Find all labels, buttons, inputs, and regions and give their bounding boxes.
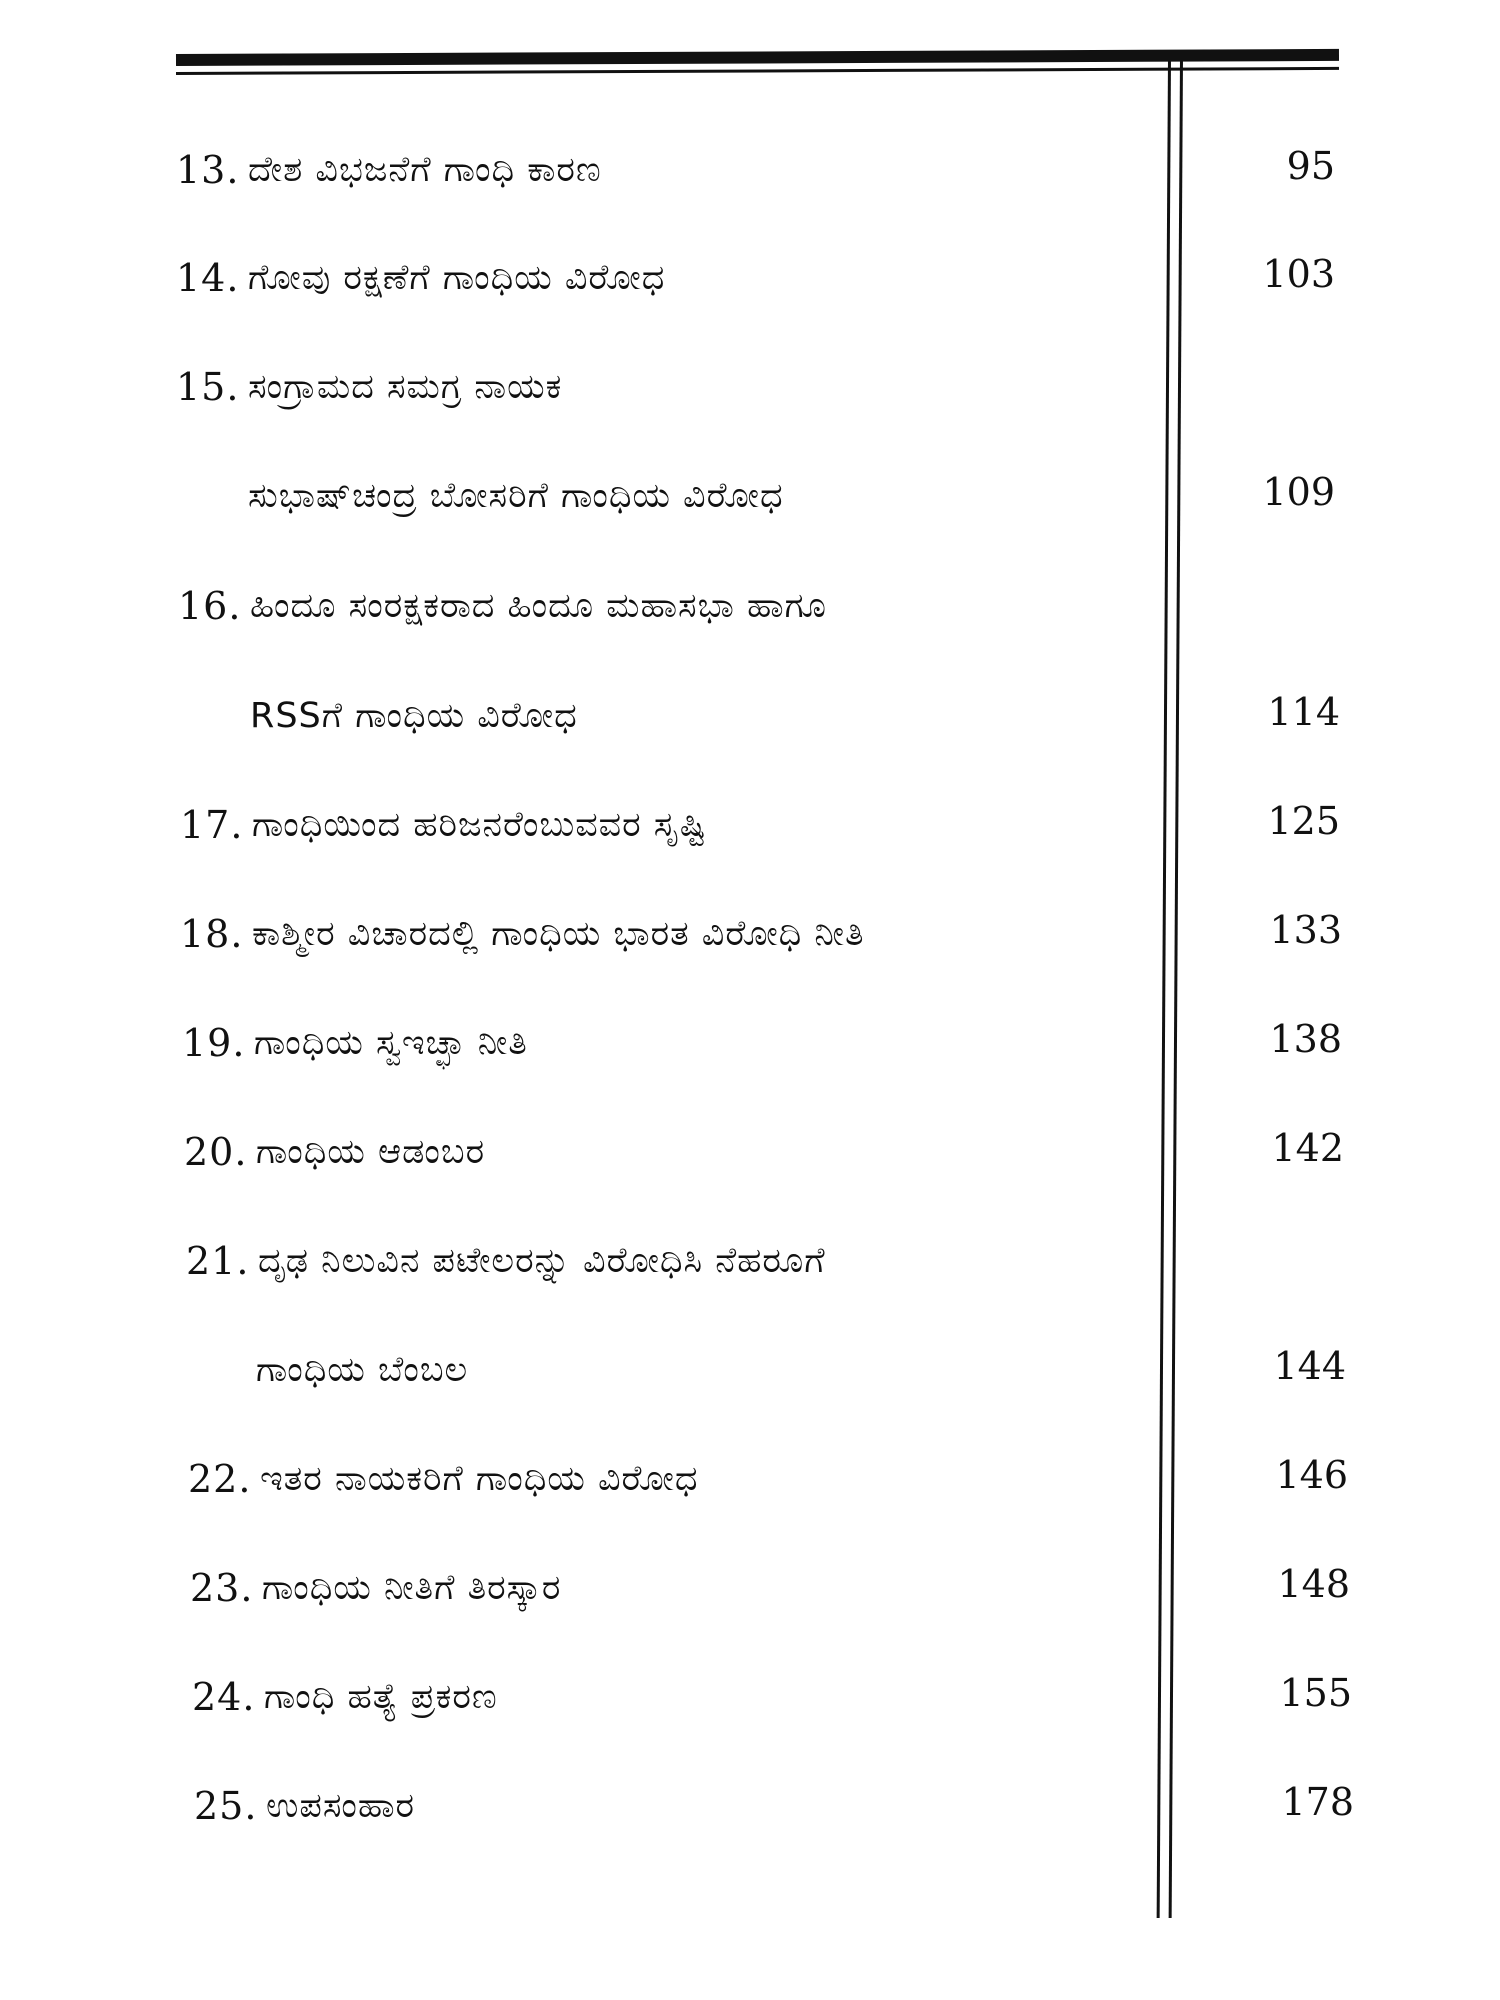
toc-entry-16 [178,576,827,636]
entry-number: 17. [180,803,244,847]
entry-title-continuation: ಗಾಂಧಿಯ ಬೆಂಬಲ [256,1350,469,1390]
toc-entry-21 [186,1231,826,1291]
entry-title: ಉಪಸಂಹಾರ [266,1786,416,1826]
entry-number: 15. [176,365,240,409]
entry-title: ಗಾಂಧಿಯಿಂದ ಹರಿಜನರೆಂಬುವವರ ಸೃಷ್ಟಿ [252,805,708,845]
toc-entry-22 [188,1449,698,1509]
entry-page-number: 114 [1267,690,1340,734]
toc-entry-18 [180,904,865,964]
toc-entry-15-continuation [248,466,784,526]
entry-number: 13. [176,148,240,192]
entry-page-number: 138 [1269,1017,1342,1061]
toc-entry-17 [180,795,707,855]
entry-number: 16. [178,584,242,628]
toc-entry-25 [194,1776,415,1836]
entry-title: ಗಾಂಧಿಯ ಸ್ವಇಚ್ಛಾ ನೀತಿ [254,1023,528,1063]
toc-entry-16-continuation [250,686,578,746]
toc-entry-21-continuation [256,1340,468,1400]
entry-number: 20. [184,1130,248,1174]
entry-title: ಹಿಂದೂ ಸಂರಕ್ಷಕರಾದ ಹಿಂದೂ ಮಹಾಸಭಾ ಹಾಗೂ [250,586,827,626]
entry-page-number: 95 [1286,144,1335,188]
entry-number: 24. [192,1675,256,1719]
entry-title-continuation: RSSಗೆ ಗಾಂಧಿಯ ವಿರೋಧ [250,696,578,736]
entry-title: ಇತರ ನಾಯಕರಿಗೆ ಗಾಂಧಿಯ ವಿರೋಧ [260,1459,699,1499]
entry-number: 19. [182,1021,246,1065]
entry-number: 23. [190,1566,254,1610]
entry-number: 21. [186,1239,250,1283]
toc-entry-13 [176,140,602,200]
entry-title: ದೃಢ ನಿಲುವಿನ ಪಟೇಲರನ್ನು ವಿರೋಧಿಸಿ ನೆಹರೂಗೆ [258,1241,826,1281]
toc-entry-24 [192,1667,498,1727]
entry-page-number: 125 [1267,799,1340,843]
entry-title: ಗಾಂಧಿಯ ನೀತಿಗೆ ತಿರಸ್ಕಾರ [262,1568,562,1608]
entry-title: ದೇಶ ವಿಭಜನೆಗೆ ಗಾಂಧಿ ಕಾರಣ [248,150,602,190]
toc-entry-20 [184,1122,485,1182]
entry-page-number: 144 [1273,1344,1346,1388]
entry-number: 18. [180,912,244,956]
toc-entry-23 [190,1558,561,1618]
entry-number: 22. [188,1457,252,1501]
entry-title-continuation: ಸುಭಾಷ್‌ಚಂದ್ರ ಬೋಸರಿಗೆ ಗಾಂಧಿಯ ವಿರೋಧ [248,476,784,516]
entry-number: 25. [194,1784,258,1828]
entry-title: ಗೋವು ರಕ್ಷಣೆಗೆ ಗಾಂಧಿಯ ವಿರೋಧ [248,258,666,298]
entry-title: ಗಾಂಧಿಯ ಆಡಂಬರ [256,1132,486,1172]
entry-page-number: 148 [1277,1562,1350,1606]
toc-entry-15 [176,357,562,417]
entry-page-number: 133 [1269,908,1342,952]
entry-page-number: 109 [1262,470,1335,514]
entry-page-number: 146 [1275,1453,1348,1497]
toc-entry-19 [182,1013,528,1073]
entry-page-number: 103 [1262,252,1335,296]
entry-page-number: 142 [1271,1126,1344,1170]
entry-page-number: 178 [1281,1780,1354,1824]
toc-entry-14 [176,248,665,308]
entry-page-number: 155 [1279,1671,1352,1715]
entry-number: 14. [176,256,240,300]
entry-title: ಸಂಗ್ರಾಮದ ಸಮಗ್ರ ನಾಯಕ [248,367,563,407]
entry-title: ಗಾಂಧಿ ಹತ್ಯೆ ಪ್ರಕರಣ [264,1677,498,1717]
entry-title: ಕಾಶ್ಮೀರ ವಿಚಾರದಲ್ಲಿ ಗಾಂಧಿಯ ಭಾರತ ವಿರೋಧಿ ನೀತಿ [252,914,865,954]
